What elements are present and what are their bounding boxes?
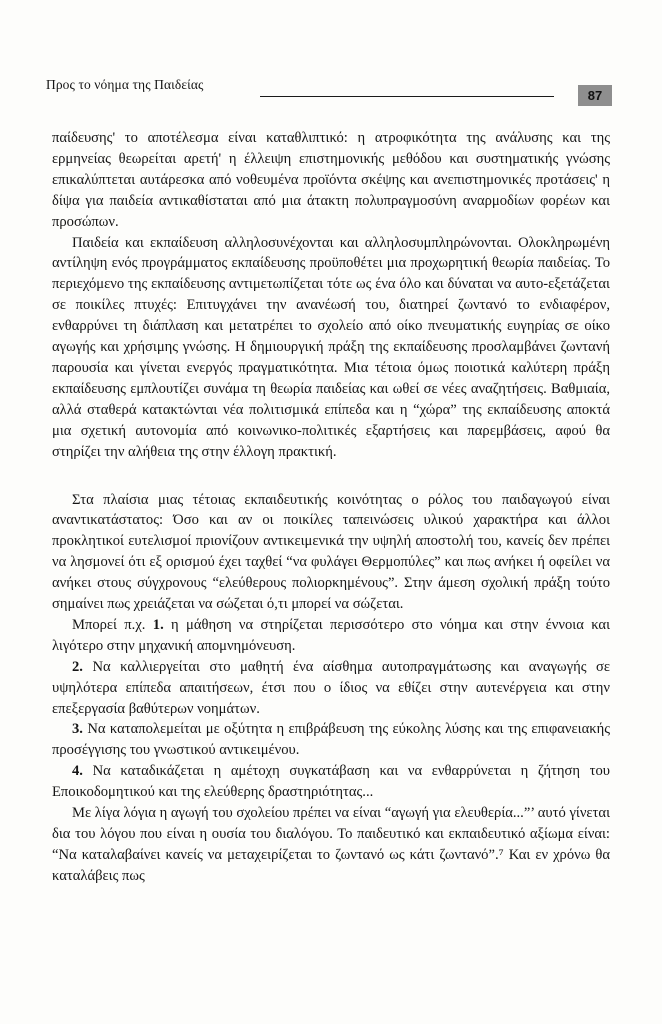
page-number: 87 xyxy=(578,85,612,106)
list-item-4 xyxy=(52,761,610,803)
list-text-1: η μάθηση να στηρίζεται περισσότερο στο νόημα και στην έννοια και λιγότερο στην μηχανική απομνημόνευση. xyxy=(52,616,610,654)
body-text xyxy=(52,128,610,887)
list-intro: Μπορεί π.χ. xyxy=(72,616,153,633)
list-item-2 xyxy=(52,657,610,720)
paragraph-3: Στα πλαίσια μιας τέτοιας εκπαιδευτικής κοινότητας ο ρόλος του παιδαγωγού είναι αναντικατάστατος: Όσο και αν οι ποικίλες ταπεινώσεις υλικού χαρακτήρα και άλλοι προκλητικοί ευτελισμοί πριονίζουν αντικειμενικά την υψηλή αποστολή του, κανείς δεν πρέπει να λησμονεί ότι εξ ορισμού έχει ταχθεί “να φυλάγει Θερμοπύλες” και πως ανήκει ή οφείλει να ανήκει στους σύγχρονους “ελεύθερους πολιορκημένους”. Στην άμεση σχολική πράξη τούτο σημαίνει πως χρειάζεται να σώζεται ό,τι μπορεί να σώζεται. xyxy=(52,491,610,613)
list-text-4: Να καταδικάζεται η αμέτοχη συγκατάβαση και να ενθαρρύνεται η ζήτηση του Εποικοδομητικού και της ελεύθερης δραστηριότητας... xyxy=(52,763,610,801)
list-item-1 xyxy=(52,615,610,657)
header-rule xyxy=(260,96,554,97)
section-gap xyxy=(52,463,610,490)
list-item-3 xyxy=(52,719,610,761)
list-number-3: 3. xyxy=(72,721,83,738)
paragraph-last: Με λίγα λόγια η αγωγή του σχολείου πρέπει να είναι “αγωγή για ελευθερία...”’ αυτό γίνεται δια του λόγου που είναι η ουσία του διαλόγου. Το παιδευτικό και εκπαιδευτικό αξίωμα είναι: “Να καταλαβαίνει κανείς να μεταχειρίζεται το ζωντανό ως κάτι ζωντανό”.⁷ Και εν χρόνω θα καταλάβεις πως xyxy=(52,805,610,884)
list-number-4: 4. xyxy=(72,763,83,780)
paragraph-2: Παιδεία και εκπαίδευση αλληλοσυνέχονται και αλληλοσυμπληρώνονται. Ολοκληρωμένη αντίληψη ενός προγράμματος εκπαίδευσης προϋποθέτει μια προχωρητική θεωρία παιδείας. Το περιεχόμενο της εκπαίδευσης αντιμετωπίζεται τότε ως ένα όλο και δύναται να αυτο-εξετάζεται σε ποικίλες πτυχές: Επιτυγχάνει την ανανέωσή του, διατηρεί ζωντανό το ενδιαφέρον, ενθαρρύνει τη διάπλαση και μετατρέπει το σχολείο από οίκο πνευματικής ευγηρίας σε οίκο αγωγής και χρήσιμης γνώσης. Η δημιουργική πράξη της εκπαίδευσης προσλαμβάνει ζωντανή παρουσία και γίνεται ενεργός πραγματικότητα. Μια τέτοια όμως ποιοτικά καλύτερη πράξη εκπαίδευσης εμπλουτίζει συνάμα τη θεωρία παιδείας και ωθεί σε νέες αναζητήσεις. Βαθμιαία, αλλά σταθερά κατακτώνται νέα πολιτισμικά επίπεδα και η “χώρα” της εκπαίδευσης αποκτά μια σχετική αυτονομία από κοινωνικο-πολιτικές εξαρτήσεις και παρεμβάσεις, αφού θα στηρίζει την αλήθεια της στην έλλογη πρακτική. xyxy=(52,234,610,460)
list-text-2: Να καλλιεργείται στο μαθητή ένα αίσθημα αυτοπραγμάτωσης και αναγωγής σε υψηλότερα επίπεδα απαιτήσεων, έτσι που ο ίδιος να εθίζει στην αυτενέργεια και στην επεξεργασία βαθύτερων νοημάτων. xyxy=(52,658,610,717)
list-number-1: 1. xyxy=(152,616,164,633)
list-number-2: 2. xyxy=(72,658,83,675)
paragraph-1: παίδευσης' το αποτέλεσμα είναι καταθλιπτικό: η ατροφικότητα της ανάλυσης και της ερμηνείας θεωρείται αρετή' η έλλειψη επιστημονικής μεθόδου και συστηματικής γνώσης επικαλύπτεται αυτάρεσκα από νοθευμένα προϊόντα σκέψης και ανεπιστημονικές προτάσεις' η δίψα για παιδεία αντικαθίσταται από μια άτακτη πολυπραγμοσύνη αναρμοδίων φορέων και προσώπων. xyxy=(52,130,610,230)
running-title: Προς το νόημα της Παιδείας xyxy=(46,77,204,92)
page-header xyxy=(0,0,662,110)
list-text-3: Να καταπολεμείται με οξύτητα η επιβράβευση της εύκολης λύσης και της επιφανειακής προσέγγισης του γνωστικού αντικειμένου. xyxy=(52,721,610,759)
